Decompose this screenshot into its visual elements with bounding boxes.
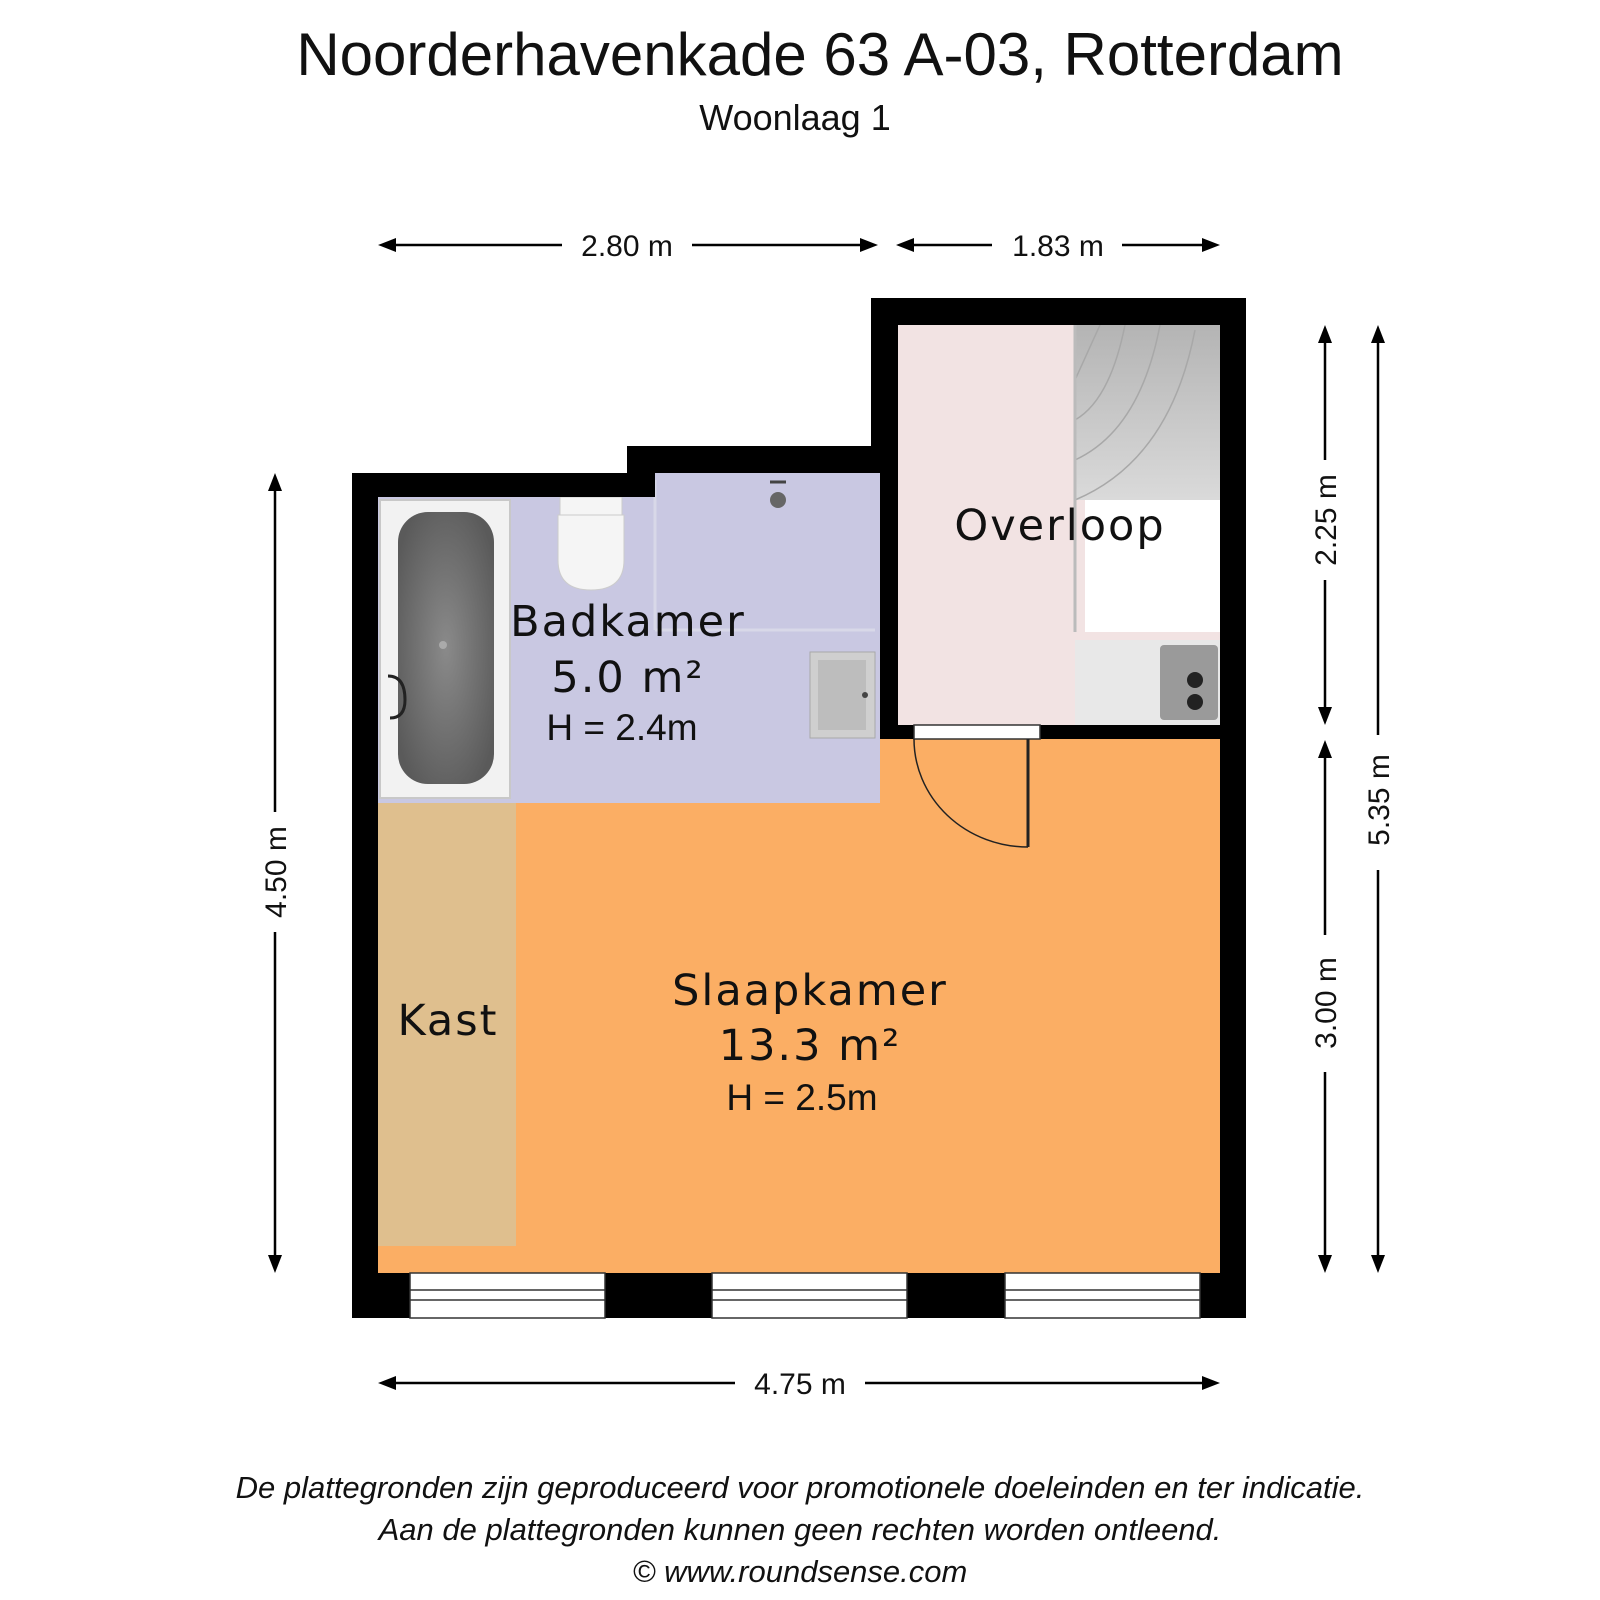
slaapkamer-area: 13.3 m² — [718, 1021, 902, 1071]
dimension-right-top — [1310, 325, 1343, 725]
kast-name: Kast — [397, 996, 499, 1046]
dimension-label: 5.35 m — [1363, 754, 1396, 846]
page-subtitle: Woonlaag 1 — [699, 97, 891, 138]
overloop-name: Overloop — [954, 501, 1166, 551]
window — [1005, 1273, 1200, 1318]
slaapkamer-name: Slaapkamer — [672, 966, 948, 1016]
dimension-right-total — [1363, 325, 1396, 1273]
disclaimer-line-2: Aan de plattegronden kunnen geen rechten worden ontleend. — [378, 1512, 1222, 1547]
slaapkamer-height: H = 2.5m — [726, 1077, 878, 1118]
disclaimer-line-1: De plattegronden zijn geproduceerd voor promotionele doeleinden en ter indicatie. — [235, 1470, 1365, 1505]
dimension-label: 1.83 m — [1012, 230, 1104, 263]
copyright: © www.roundsense.com — [632, 1554, 968, 1589]
dimension-label: 3.00 m — [1310, 957, 1343, 1049]
dimension-bottom — [378, 1368, 1220, 1401]
window — [410, 1273, 605, 1318]
sink-icon — [810, 652, 875, 738]
badkamer-height: H = 2.4m — [546, 707, 698, 748]
badkamer-floor-upper — [655, 473, 880, 503]
dimension-label: 4.75 m — [754, 1368, 846, 1401]
dimension-top-right — [896, 230, 1220, 263]
badkamer-area: 5.0 m² — [551, 653, 705, 703]
window — [712, 1273, 907, 1318]
dimension-label: 2.25 m — [1310, 474, 1343, 566]
dimension-top-left — [378, 230, 878, 263]
washing-machine-icon — [1075, 640, 1220, 725]
dimension-label: 4.50 m — [260, 826, 293, 918]
windows — [410, 1273, 1200, 1318]
page-title: Noorderhavenkade 63 A-03, Rotterdam — [296, 21, 1344, 88]
dimension-left — [260, 473, 293, 1273]
bathtub-icon — [380, 500, 510, 798]
dimension-label: 2.80 m — [581, 230, 673, 263]
dimension-right-bottom — [1310, 740, 1343, 1273]
stair-icon — [1075, 325, 1220, 632]
toilet-icon — [558, 497, 624, 590]
badkamer-name: Badkamer — [510, 597, 746, 647]
